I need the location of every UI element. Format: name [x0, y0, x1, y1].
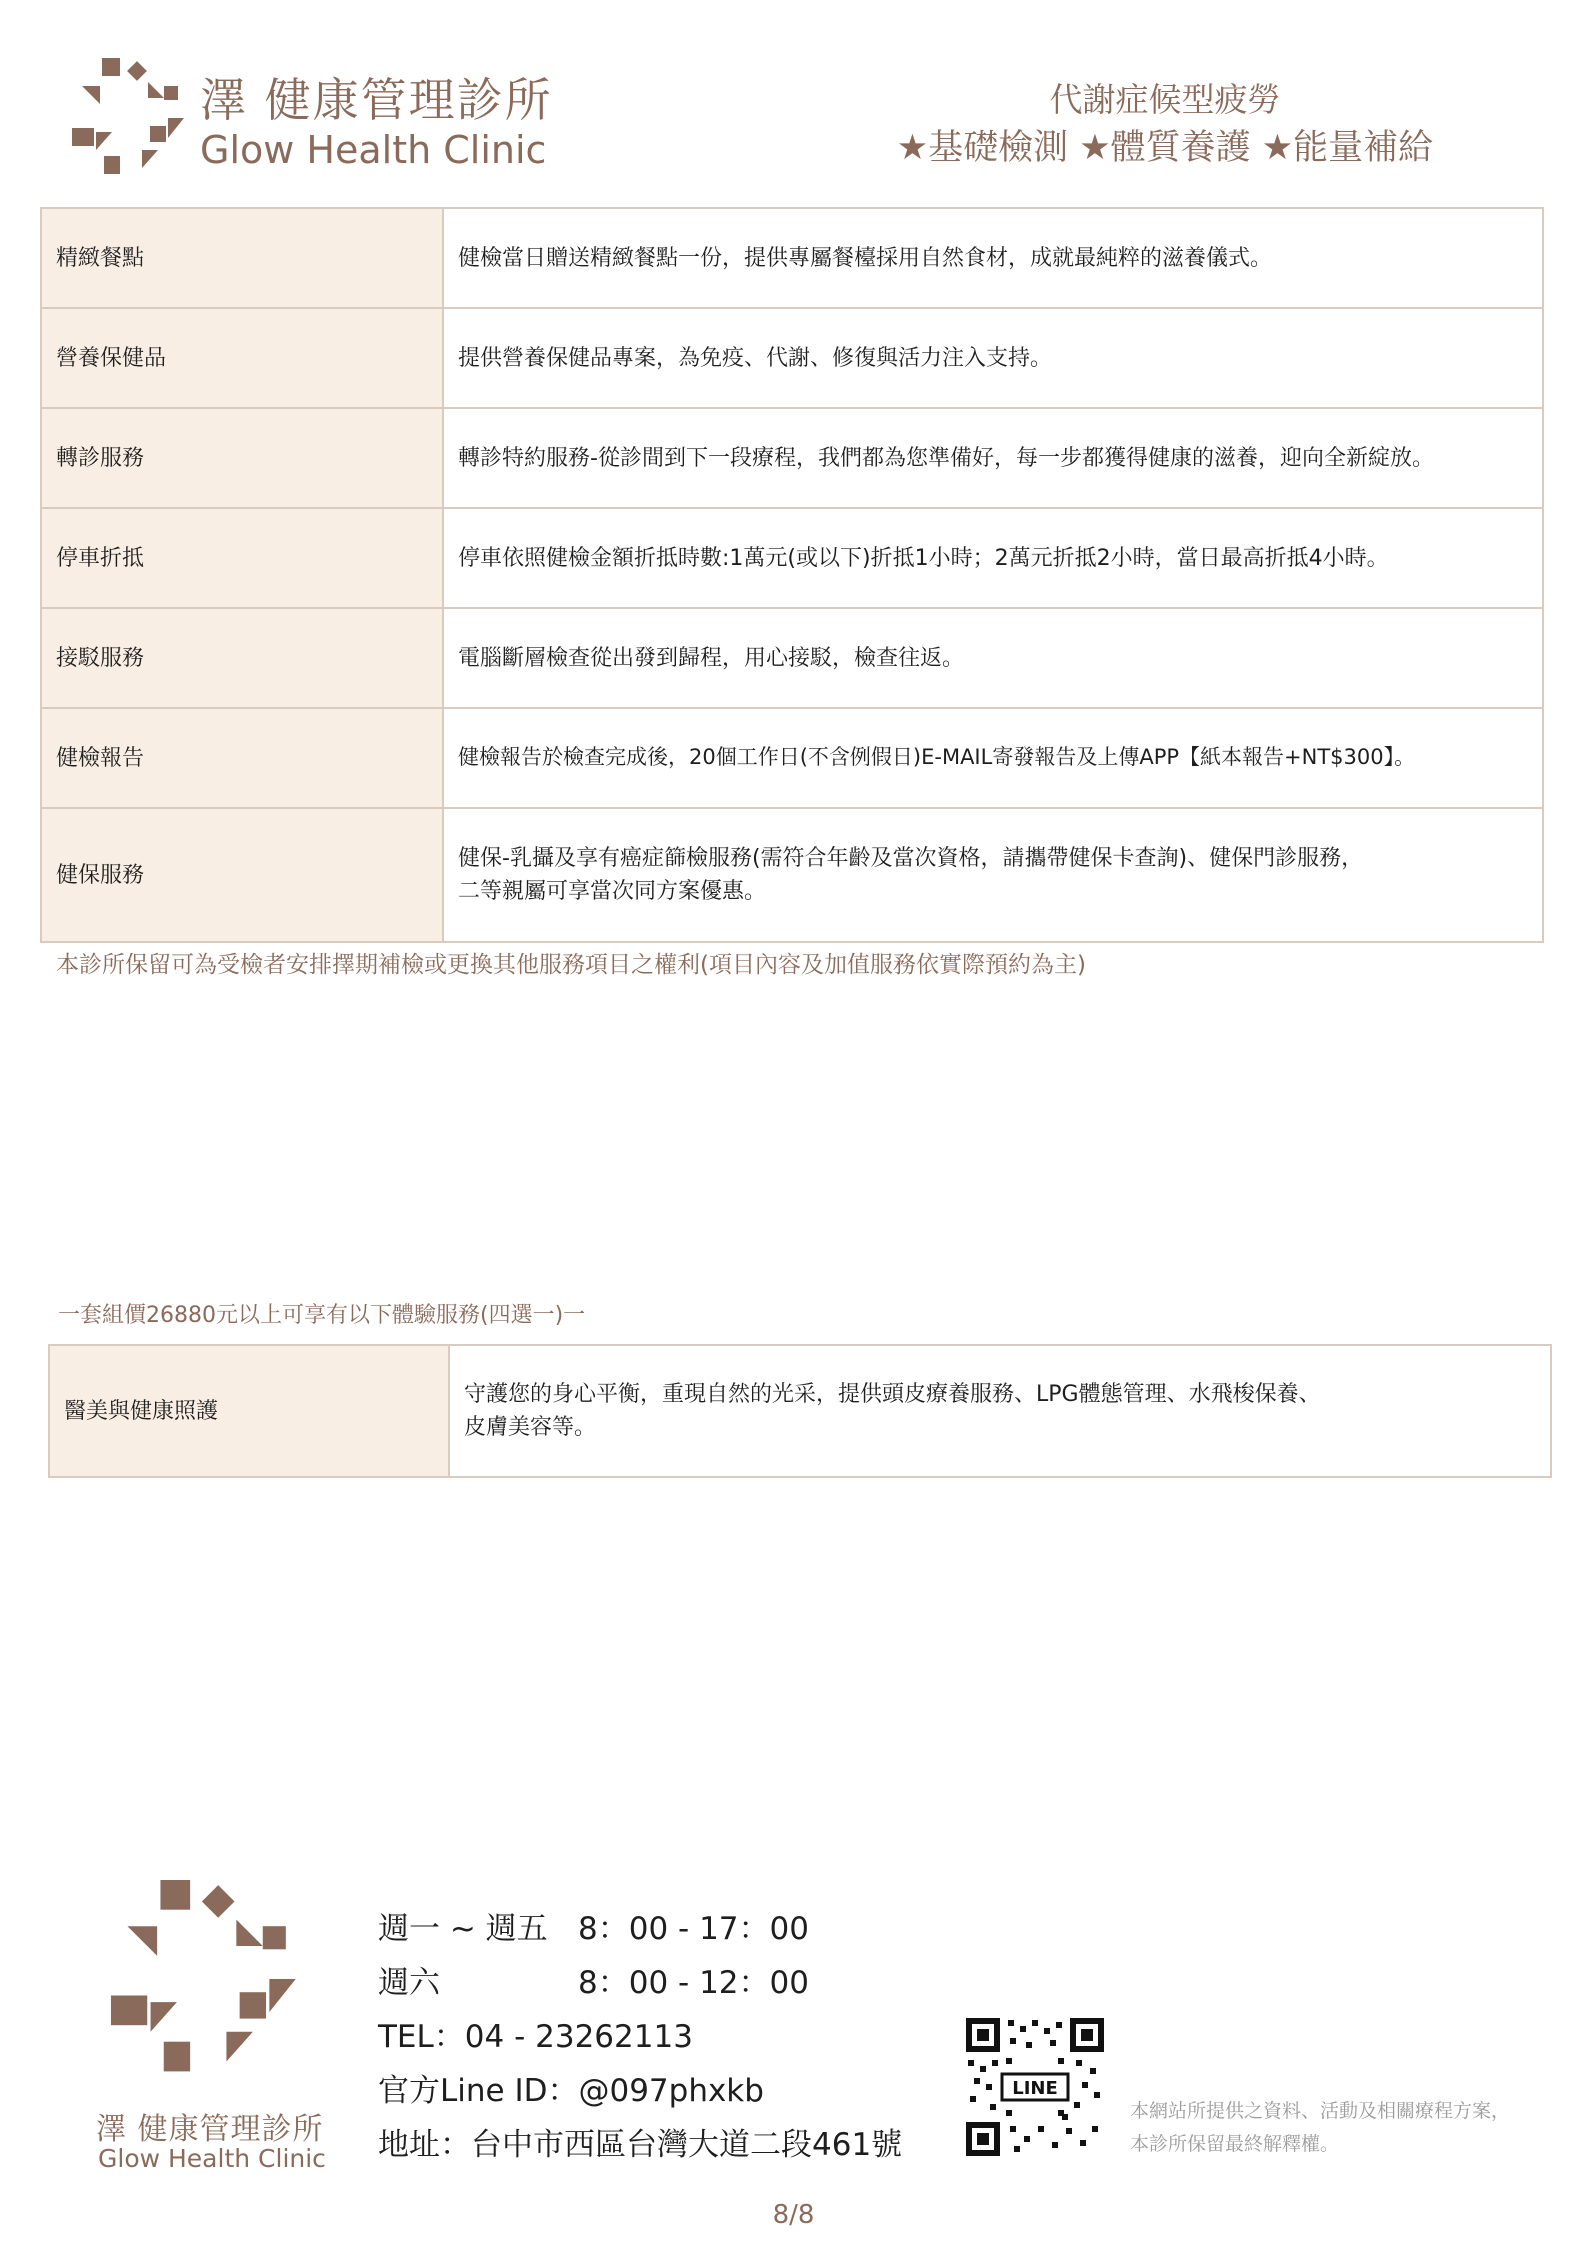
page-subtitle: ★基礎檢測 ★體質養護 ★能量補給 — [896, 128, 1434, 168]
page-title: 代謝症候型疲勞 — [1049, 80, 1281, 119]
hours-weekday: 週一 ~ 週五 8：00 - 17：00 — [378, 1911, 809, 1947]
line-id: 官方Line ID：@097phxkb — [378, 2073, 764, 2109]
service-description: 健保-乳攝及享有癌症篩檢服務(需符合年齡及當次資格，請攜帶健保卡查詢)、健保門診服務， 二等親屬可享當次同方案優惠。 — [443, 808, 1543, 942]
service-label: 健檢報告 — [41, 708, 443, 808]
reservation-note: 本診所保留可為受檢者安排擇期補檢或更換其他服務項目之權利(項目內容及加值服務依實際預約為主) — [56, 952, 1086, 978]
table-row — [41, 408, 1543, 508]
phone-number: TEL：04 - 23262113 — [378, 2019, 693, 2055]
service-description: 提供營養保健品專案，為免疫、代謝、修復與活力注入支持。 — [443, 308, 1543, 408]
service-label: 接駁服務 — [41, 608, 443, 708]
page-number: 8/8 — [772, 2200, 815, 2230]
service-label: 健保服務 — [41, 808, 443, 942]
service-description: 電腦斷層檢查從出發到歸程，用心接駁，檢查往返。 — [443, 608, 1543, 708]
service-description: 健檢報告於檢查完成後，20個工作日(不含例假日)E-MAIL寄發報告及上傳APP【紙本報告+NT$300】。 — [443, 708, 1543, 808]
clinic-logo-icon — [110, 1880, 300, 2078]
svg-text:LINE: LINE — [1012, 2078, 1058, 2099]
table-row — [49, 1345, 1551, 1477]
service-description: 健檢當日贈送精緻餐點一份，提供專屬餐檯採用自然食材，成就最純粹的滋養儀式。 — [443, 208, 1543, 308]
table-row — [41, 508, 1543, 608]
offer-description: 守護您的身心平衡，重現自然的光采，提供頭皮療養服務、LPG體態管理、水飛梭保養、 皮膚美容等。 — [449, 1345, 1551, 1477]
footer-brand-en: Glow Health Clinic — [98, 2144, 326, 2173]
table-row — [41, 608, 1543, 708]
service-description: 停車依照健檢金額折抵時數:1萬元(或以下)折抵1小時；2萬元折抵2小時，當日最高折抵4小時。 — [443, 508, 1543, 608]
table-row — [41, 708, 1543, 808]
footer-brand-zh: 澤 健康管理診所 — [96, 2112, 324, 2147]
table-row — [41, 308, 1543, 408]
service-description: 轉診特約服務-從診間到下一段療程，我們都為您準備好，每一步都獲得健康的滋養，迎向全新綻放。 — [443, 408, 1543, 508]
clinic-logo-icon — [72, 58, 186, 178]
service-label: 轉診服務 — [41, 408, 443, 508]
hours-saturday: 週六 8：00 - 12：00 — [378, 1965, 809, 2001]
offer-label: 醫美與健康照護 — [49, 1345, 449, 1477]
services-table — [40, 207, 1544, 943]
contact-info — [378, 1903, 902, 2173]
table-row — [41, 808, 1543, 942]
table-row — [41, 208, 1543, 308]
service-label: 精緻餐點 — [41, 208, 443, 308]
disclaimer: 本網站所提供之資料、活動及相關療程方案， 本診所保留最終解釋權。 — [1130, 2100, 1511, 2155]
line-qr-code-icon[interactable] — [966, 2018, 1104, 2156]
offer-heading: 一套組價26880元以上可享有以下體驗服務(四選一)一 — [58, 1303, 586, 1328]
brand-name-en: Glow Health Clinic — [200, 128, 547, 172]
address: 地址：台中市西區台灣大道二段461號 — [378, 2127, 903, 2163]
service-label: 營養保健品 — [41, 308, 443, 408]
service-label: 停車折抵 — [41, 508, 443, 608]
brand-name-zh: 澤 健康管理診所 — [200, 73, 553, 127]
offer-table — [48, 1344, 1552, 1478]
